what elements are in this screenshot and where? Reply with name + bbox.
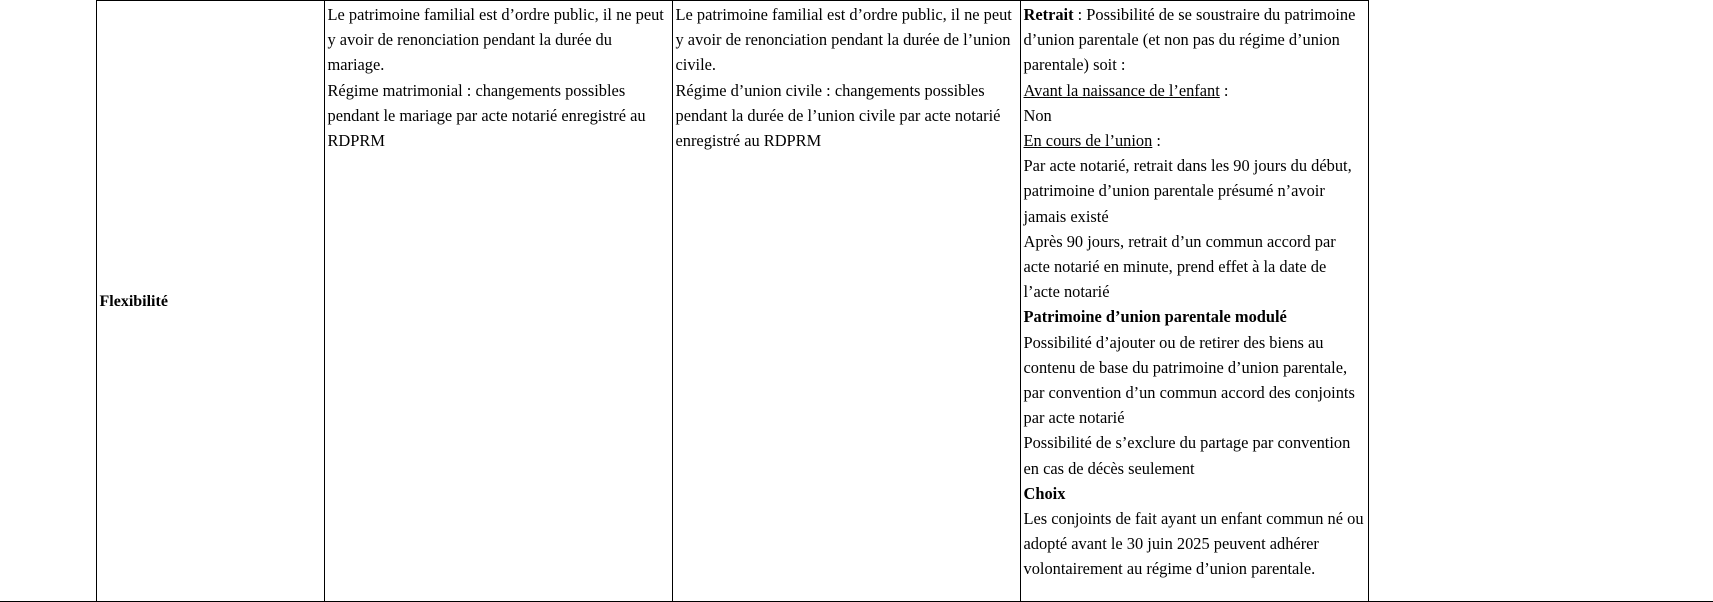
modulated-paragraph-2: Possibilité de s’exclure du partage par convention en cas de décès seulement — [1023, 433, 1351, 478]
civil-union-paragraph-1: Le patrimoine familial est d’ordre public, il ne peut y avoir de renonciation pendant la durée de l’union civile. — [675, 5, 1012, 75]
cell-last-empty — [1368, 1, 1713, 602]
marriage-paragraph-2: Régime matrimonial : changements possibles pendant le mariage par acte notarié enregistré au RDPRM — [327, 80, 646, 151]
before-birth-answer: Non — [1023, 105, 1052, 125]
civil-union-paragraph-2: Régime d’union civile : changements possibles pendant la durée de l’union civile par acte notarié enregistré au RDPRM — [675, 80, 1001, 151]
before-birth-heading: Avant la naissance de l’enfant — [1023, 80, 1220, 100]
before-birth-colon: : — [1219, 80, 1229, 100]
retrait-text: : Possibilité de se soustraire du patrimoine d’union parentale (et non pas du régime d’union parentale) soit : — [1023, 5, 1356, 75]
retrait-paragraph — [1024, 2, 1365, 78]
cell-parental-union — [1020, 1, 1368, 602]
row-label: Flexibilité — [99, 292, 168, 310]
during-union-paragraph-1: Par acte notarié, retrait dans les 90 jours du début, patrimoine d’union parentale présumé n’avoir jamais existé — [1023, 156, 1352, 226]
row-spacer-cell — [0, 1, 96, 602]
retrait-heading: Retrait — [1023, 5, 1074, 24]
cell-civil-union — [672, 1, 1020, 602]
modulated-paragraph-1: Possibilité d’ajouter ou de retirer des biens au contenu de base du patrimoine d’union parentale, par convention d’un commun accord des conjoints par acte notarié — [1023, 332, 1355, 428]
choice-paragraph-1: Les conjoints de fait ayant un enfant commun né ou adopté avant le 30 juin 2025 peuvent adhérer volontairement au régime d’union parentale. — [1023, 509, 1364, 579]
during-union-line — [1024, 128, 1365, 153]
during-union-heading: En cours de l’union — [1023, 131, 1153, 151]
row-label-cell — [96, 1, 324, 602]
cell-marriage — [324, 1, 672, 602]
modulated-heading: Patrimoine d’union parentale modulé — [1023, 307, 1287, 327]
choice-heading: Choix — [1023, 483, 1066, 503]
table-row-flexibilite — [0, 1, 1713, 602]
marriage-paragraph-1: Le patrimoine familial est d’ordre public, il ne peut y avoir de renonciation pendant la durée du mariage. — [327, 5, 664, 75]
before-birth-line — [1024, 78, 1365, 103]
during-union-paragraph-2: Après 90 jours, retrait d’un commun accord par acte notarié en minute, prend effet à la date de l’acte notarié — [1023, 231, 1336, 302]
during-union-colon: : — [1152, 131, 1161, 151]
